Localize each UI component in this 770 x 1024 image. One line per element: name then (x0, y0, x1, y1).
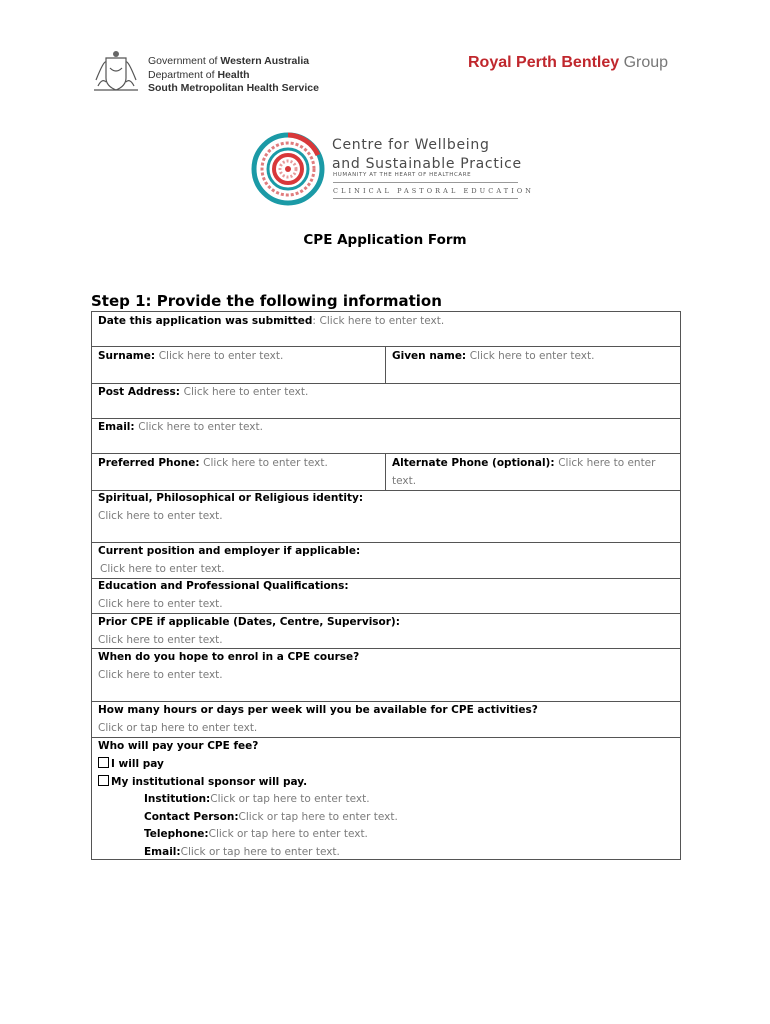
sponsor-pay-checkbox[interactable] (98, 775, 109, 786)
royal-perth-bentley-logo: Royal Perth Bentley Group (468, 54, 669, 71)
centre-tagline: HUMANITY AT THE HEART OF HEALTHCARE (333, 172, 472, 178)
sponsor-telephone-input[interactable]: Click or tap here to enter text. (208, 828, 368, 840)
contact-person-field[interactable]: Contact Person:Click or tap here to enter text. (144, 811, 398, 823)
form-title: CPE Application Form (303, 232, 467, 248)
row-divider (92, 453, 680, 454)
centre-name: Centre for Wellbeing and Sustainable Practice (332, 137, 522, 172)
column-divider (385, 346, 386, 383)
contact-person-input[interactable]: Click or tap here to enter text. (238, 811, 398, 823)
availability-label: How many hours or days per week will you be available for CPE activities? (98, 704, 538, 716)
alternate-phone-input-wrap[interactable]: text. (392, 475, 417, 487)
alternate-phone-input[interactable]: Click here to enter (558, 457, 656, 469)
availability-input[interactable]: Click or tap here to enter text. (98, 722, 258, 734)
step-heading: Step 1: Provide the following information (91, 292, 442, 310)
wa-government-crest-icon (92, 50, 140, 96)
prior-cpe-input[interactable]: Click here to enter text. (98, 634, 223, 646)
column-divider (385, 453, 386, 490)
date-submitted-field[interactable]: Date this application was submitted: Click here to enter text. (98, 315, 445, 327)
education-input[interactable]: Click here to enter text. (98, 598, 223, 610)
application-form-table (91, 311, 681, 860)
alternate-phone-field[interactable]: Alternate Phone (optional): Click here to enter (392, 457, 656, 469)
centre-spiral-logo-icon (250, 131, 326, 207)
current-position-input[interactable]: Click here to enter text. (100, 563, 225, 575)
surname-input[interactable]: Click here to enter text. (158, 350, 284, 362)
logo-divider (333, 182, 518, 183)
enrol-date-input[interactable]: Click here to enter text. (98, 669, 223, 681)
email-field[interactable]: Email: Click here to enter text. (98, 421, 263, 433)
fee-payer-label: Who will pay your CPE fee? (98, 740, 259, 752)
education-label: Education and Professional Qualifications: (98, 580, 349, 592)
given-name-input[interactable]: Click here to enter text. (469, 350, 595, 362)
given-name-field[interactable]: Given name: Click here to enter text. (392, 350, 595, 362)
email-input[interactable]: Click here to enter text. (138, 421, 263, 433)
option-sponsor-pay[interactable]: My institutional sponsor will pay. (98, 774, 307, 792)
post-address-input[interactable]: Click here to enter text. (183, 386, 309, 398)
enrol-date-label: When do you hope to enrol in a CPE course? (98, 651, 360, 663)
spiritual-identity-input[interactable]: Click here to enter text. (98, 510, 223, 522)
surname-field[interactable]: Surname: Click here to enter text. (98, 350, 284, 362)
date-submitted-input[interactable]: Click here to enter text. (319, 315, 445, 327)
centre-subtitle: CLINICAL PASTORAL EDUCATION (333, 187, 535, 195)
prior-cpe-label: Prior CPE if applicable (Dates, Centre, Supervisor): (98, 616, 400, 628)
sponsor-email-field[interactable]: Email:Click or tap here to enter text. (144, 846, 340, 858)
sponsor-email-input[interactable]: Click or tap here to enter text. (180, 846, 340, 858)
preferred-phone-input[interactable]: Click here to enter text. (203, 457, 328, 469)
institution-input[interactable]: Click or tap here to enter text. (210, 793, 370, 805)
self-pay-checkbox[interactable] (98, 757, 109, 768)
spiritual-identity-label: Spiritual, Philosophical or Religious identity: (98, 492, 364, 504)
current-position-label: Current position and employer if applicable: (98, 545, 361, 557)
logo-divider (333, 198, 518, 199)
government-branding: Government of Western Australia Department of Health South Metropolitan Health Service (148, 55, 319, 94)
option-self-pay[interactable]: I will pay (98, 756, 164, 774)
post-address-field[interactable]: Post Address: Click here to enter text. (98, 386, 309, 398)
row-divider (92, 346, 680, 347)
sponsor-telephone-field[interactable]: Telephone:Click or tap here to enter text. (144, 828, 368, 840)
institution-field[interactable]: Institution:Click or tap here to enter text. (144, 793, 370, 805)
preferred-phone-field[interactable]: Preferred Phone: Click here to enter text. (98, 457, 328, 469)
